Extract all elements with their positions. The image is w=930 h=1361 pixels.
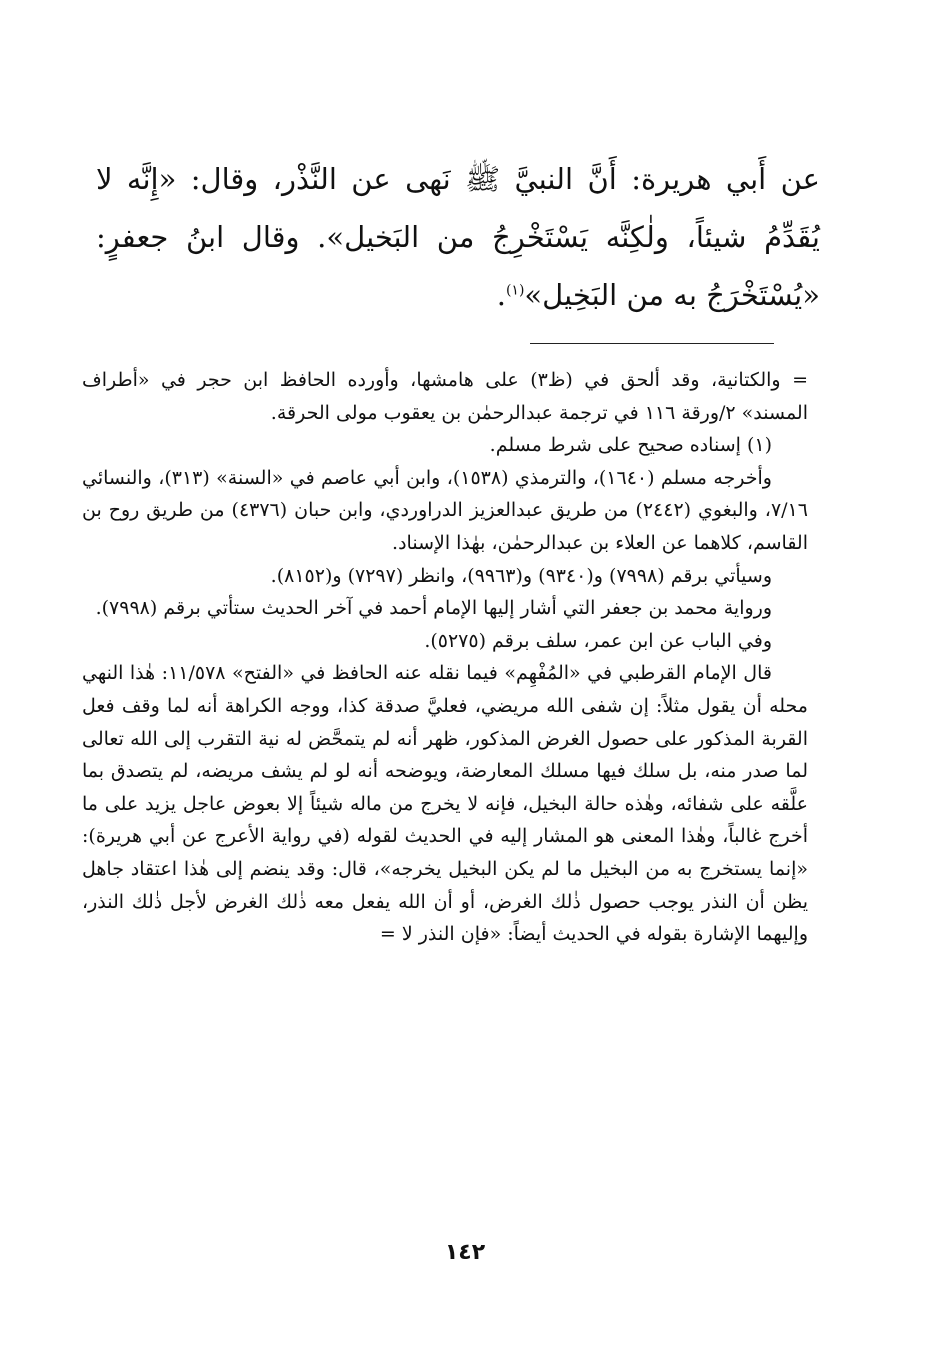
hadith-paragraph: عن أَبي هريرة: أَنَّ النبيَّ ﷺ نَهى عن النَّذْر، وقال: «إِنَّه لا يُقَدِّمُ شيئاً، ولٰكِنَّه يَسْتَخْرِجُ من البَخيل». وقال ابنُ جعفرٍ: «يُسْتَخْرَجُ به من البَخِيل»$^{(١)}$. [96,162,820,312]
footnote-separator [530,343,774,344]
hadith-text [96,150,820,324]
footnote-1-narration-note: ورواية محمد بن جعفر التي أشار إليها الإمام أحمد في آخر الحديث ستأتي برقم (٧٩٩٨). [95,597,772,620]
page-number: ١٤٢ [444,1240,486,1265]
hadith-body: عن أَبي هريرة: أَنَّ النبيَّ ﷺ نَهى عن النَّذْر، وقال: «إِنَّه لا يُقَدِّمُ شيئاً، ولٰكِنَّه يَسْتَخْرِجُ من البَخيل». وقال ابنُ جعفرٍ: «يُسْتَخْرَجُ به من البَخِيل» [96,162,820,312]
footnote-1-grading: (١) إسناده صحيح على شرط مسلم. [489,434,772,457]
footnote-1-cross-refs: وسيأتي برقم (٧٩٩٨) و(٩٣٤٠) و(٩٩٦٣)، وانظر (٧٢٩٧) و(٨١٥٢). [270,564,772,587]
footnote-1-related: وفي الباب عن ابن عمر، سلف برقم (٥٢٧٥). [424,629,772,652]
footnotes-section [82,364,808,951]
footnote-1-commentary: قال الإمام القرطبي في «المُفْهِم» فيما نقله عنه الحافظ في «الفتح» ١١/٥٧٨: هٰذا النهي محله أن يقول مثلاً: إن شفى الله مريضي، فعليَّ صدقة كذا، ووجه الكراهة أنه لما وقف فعل القربة المذكور على حصول الغرض المذكور، ظهر أنه لم يتمحَّض له نية التقرب إلى الله تعالى لما صدر منه، بل سلك فيها مسلك المعارضة، ويوضحه أنه لو لم يشف مريضه، لم يتصدق بما علَّقه على شفائه، وهٰذه حالة البخيل، فإنه لا يخرج من ماله شيئاً إلا بعوض عاجل يزيد على ما أخرج غالباً، وهٰذا المعنى هو المشار إليه في الحديث لقوله (في رواية الأعرج عن أبي هريرة): «إنما يستخرج به من البخيل ما لم يكن البخيل يخرجه»، قال: وقد ينضم إلى هٰذا اعتقاد جاهل يظن أن النذر يوجب حصول ذٰلك الغرض، أو أن الله يفعل معه ذٰلك الغرض لأجل ذٰلك النذر، وإليهما الإشارة بقوله في الحديث أيضاً: «فإن النذر لا = [82,662,808,946]
footnote-marker: (١) [505,282,525,299]
footnote-continuation: = والكتانية، وقد ألحق في (ظ٣) على هامشها، وأورده الحافظ ابن حجر في «أطراف المسند» ٢/ورقة ١١٦ في ترجمة عبدالرحمٰن بن يعقوب مولى الحرقة. [82,369,808,424]
footnote-1-takhrij: وأخرجه مسلم (١٦٤٠)، والترمذي (١٥٣٨)، وابن أبي عاصم في «السنة» (٣١٣)، والنسائي ٧/١٦، والبغوي (٢٤٤٢) من طريق عبدالعزيز الدراوردي، وابن حبان (٤٣٧٦) من طريق روح بن القاسم، كلاهما عن العلاء بن عبدالرحمٰن، بهٰذا الإسناد. [82,466,808,554]
